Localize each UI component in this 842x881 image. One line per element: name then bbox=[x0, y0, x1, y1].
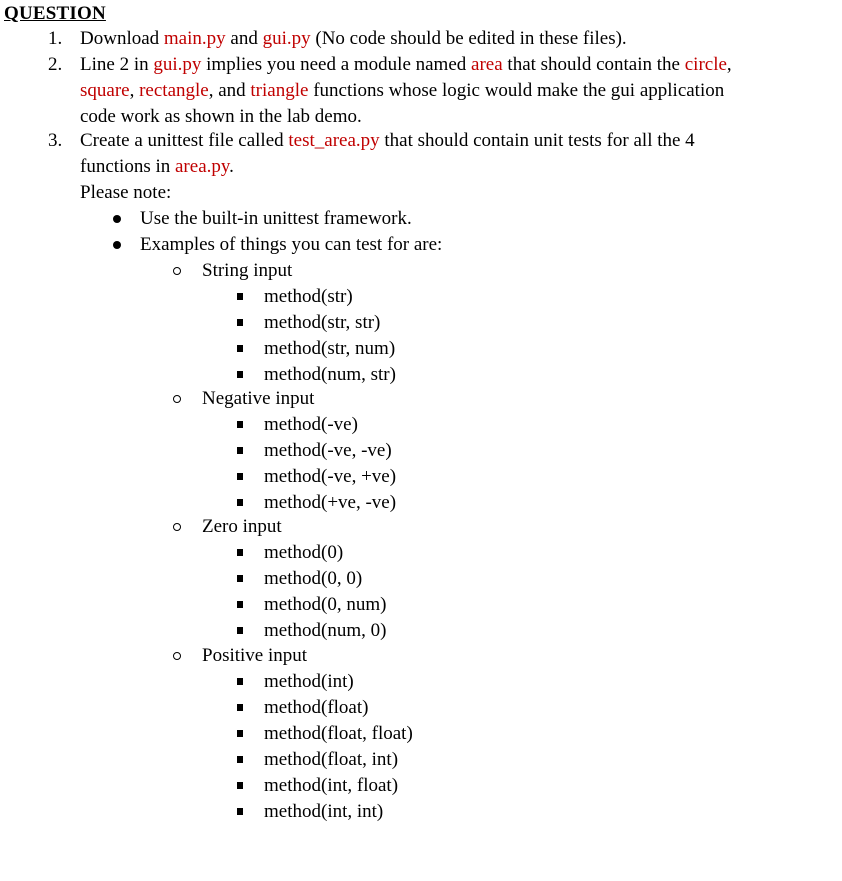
method-text: method(0, 0) bbox=[264, 568, 363, 589]
text-segment: Create a unittest file called bbox=[80, 130, 289, 151]
method-text: method(str, num) bbox=[264, 338, 396, 359]
method-text: method(-ve) bbox=[264, 414, 358, 435]
bullet-square-icon bbox=[237, 549, 243, 556]
function-rectangle: rectangle bbox=[139, 80, 209, 101]
question-heading: QUESTION bbox=[4, 3, 106, 24]
bullet-square-icon bbox=[237, 782, 243, 789]
bullet-square-icon bbox=[237, 499, 243, 506]
text-segment: . bbox=[229, 156, 234, 177]
text-segment: functions whose logic would make the gui application bbox=[308, 80, 725, 101]
text-segment: Download bbox=[80, 28, 164, 49]
filename-gui: gui.py bbox=[153, 54, 202, 75]
category-label: Negative input bbox=[202, 388, 315, 409]
filename-test-area: test_area.py bbox=[288, 130, 380, 151]
method-text: method(num, 0) bbox=[264, 620, 387, 641]
bullet-circle-icon bbox=[173, 267, 181, 275]
note-text: Use the built-in unittest framework. bbox=[140, 208, 412, 229]
text-segment: , and bbox=[208, 80, 251, 101]
item-number: 3. bbox=[48, 130, 63, 151]
item-number: 1. bbox=[48, 28, 63, 49]
method-text: method(num, str) bbox=[264, 364, 396, 385]
text-segment: that should contain unit tests for all the 4 bbox=[379, 130, 695, 151]
text-segment: that should contain the bbox=[502, 54, 685, 75]
method-text: method(str) bbox=[264, 286, 353, 307]
bullet-circle-icon bbox=[173, 523, 181, 531]
bullet-dot-icon bbox=[113, 241, 121, 249]
text-segment: and bbox=[225, 28, 263, 49]
item-text bbox=[80, 52, 820, 130]
method-text: method(float, int) bbox=[264, 749, 399, 770]
bullet-square-icon bbox=[237, 627, 243, 634]
item-text bbox=[80, 128, 820, 180]
text-segment: (No code should be edited in these files). bbox=[310, 28, 627, 49]
filename-main: main.py bbox=[163, 28, 226, 49]
method-text: method(int, float) bbox=[264, 775, 399, 796]
method-text: method(float, float) bbox=[264, 723, 413, 744]
method-text: method(0) bbox=[264, 542, 344, 563]
filename-gui: gui.py bbox=[262, 28, 311, 49]
function-circle: circle bbox=[684, 54, 727, 75]
category-label: Zero input bbox=[202, 516, 282, 537]
text-segment: , bbox=[129, 80, 140, 101]
function-triangle: triangle bbox=[250, 80, 309, 101]
text-segment: , bbox=[726, 54, 732, 75]
item-number: 2. bbox=[48, 54, 63, 75]
bullet-square-icon bbox=[237, 371, 243, 378]
bullet-square-icon bbox=[237, 808, 243, 815]
bullet-square-icon bbox=[237, 575, 243, 582]
bullet-square-icon bbox=[237, 756, 243, 763]
method-text: method(-ve, +ve) bbox=[264, 466, 397, 487]
method-text: method(float) bbox=[264, 697, 369, 718]
bullet-square-icon bbox=[237, 319, 243, 326]
text-segment: Line 2 in bbox=[80, 54, 154, 75]
bullet-square-icon bbox=[237, 293, 243, 300]
category-label: String input bbox=[202, 260, 293, 281]
filename-area: area.py bbox=[175, 156, 230, 177]
method-text: method(str, str) bbox=[264, 312, 381, 333]
method-text: method(int, int) bbox=[264, 801, 384, 822]
text-segment: code work as shown in the lab demo. bbox=[80, 106, 362, 127]
bullet-circle-icon bbox=[173, 395, 181, 403]
bullet-square-icon bbox=[237, 473, 243, 480]
method-text: method(0, num) bbox=[264, 594, 387, 615]
text-segment: functions in bbox=[80, 156, 175, 177]
text-segment: implies you need a module named bbox=[201, 54, 472, 75]
bullet-square-icon bbox=[237, 447, 243, 454]
bullet-circle-icon bbox=[173, 652, 181, 660]
category-label: Positive input bbox=[202, 645, 308, 666]
bullet-square-icon bbox=[237, 345, 243, 352]
method-text: method(+ve, -ve) bbox=[264, 492, 397, 513]
method-text: method(-ve, -ve) bbox=[264, 440, 392, 461]
item-text bbox=[80, 26, 820, 52]
module-area: area bbox=[471, 54, 503, 75]
bullet-square-icon bbox=[237, 678, 243, 685]
note-label: Please note: bbox=[80, 182, 172, 203]
bullet-square-icon bbox=[237, 601, 243, 608]
method-text: method(int) bbox=[264, 671, 354, 692]
bullet-square-icon bbox=[237, 704, 243, 711]
note-text: Examples of things you can test for are: bbox=[140, 234, 443, 255]
bullet-dot-icon bbox=[113, 215, 121, 223]
function-square: square bbox=[80, 80, 130, 101]
bullet-square-icon bbox=[237, 730, 243, 737]
bullet-square-icon bbox=[237, 421, 243, 428]
